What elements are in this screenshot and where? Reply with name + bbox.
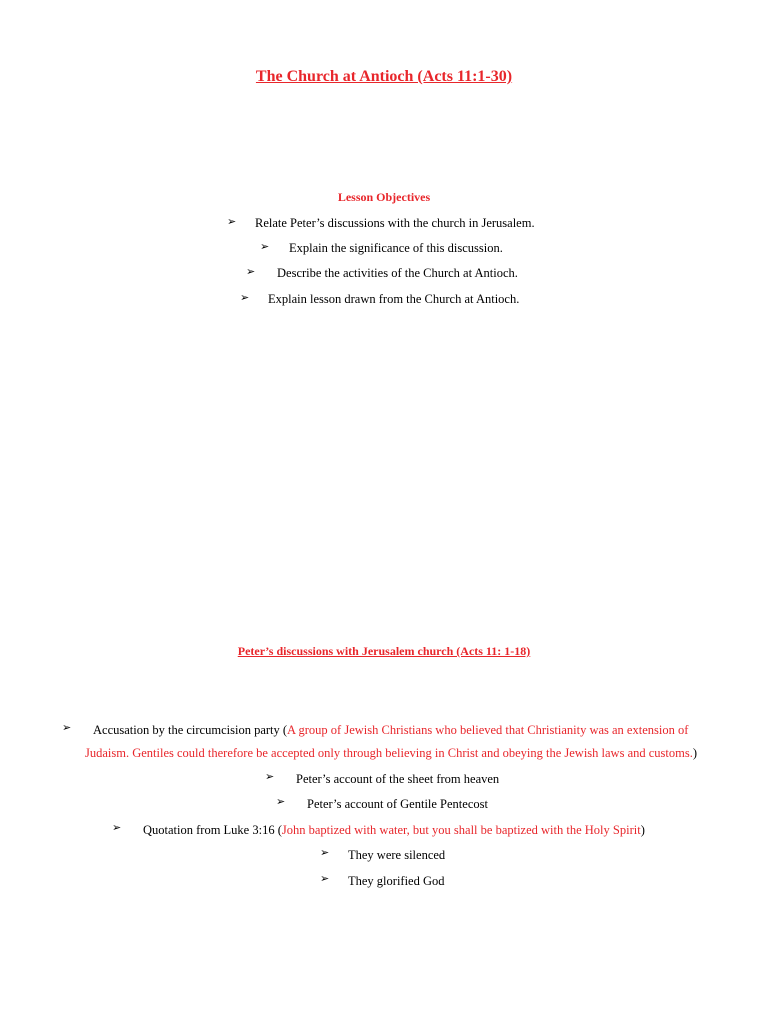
objective-item: Relate Peter’s discussions with the church in Jerusalem. — [255, 216, 535, 230]
quotation-prefix: Quotation from Luke 3:16 ( — [143, 823, 282, 837]
arrow-bullet-icon: ➢ — [276, 796, 286, 808]
objectives-heading: Lesson Objectives — [337, 190, 431, 204]
point-item: Peter’s account of the sheet from heaven — [296, 772, 500, 786]
quotation-line — [143, 822, 645, 838]
quotation-suffix: ) — [640, 823, 645, 837]
arrow-bullet-icon: ➢ — [320, 847, 330, 859]
accusation-explanation: A group of Jewish Christians who believed that Christianity was an extension of — [287, 723, 689, 737]
accusation-suffix: ) — [692, 746, 698, 760]
arrow-bullet-icon: ➢ — [227, 216, 237, 228]
arrow-bullet-icon: ➢ — [265, 771, 275, 783]
objective-item: Explain the significance of this discussion. — [289, 241, 503, 255]
page-title: The Church at Antioch (Acts 11:1-30) — [255, 68, 513, 85]
arrow-bullet-icon: ➢ — [112, 822, 122, 834]
arrow-bullet-icon: ➢ — [62, 722, 72, 734]
arrow-bullet-icon: ➢ — [260, 241, 270, 253]
arrow-bullet-icon: ➢ — [240, 292, 250, 304]
arrow-bullet-icon: ➢ — [320, 873, 330, 885]
accusation-line-continued — [85, 745, 697, 761]
arrow-bullet-icon: ➢ — [246, 266, 256, 278]
accusation-line — [93, 722, 688, 738]
point-item: Peter’s account of Gentile Pentecost — [307, 797, 488, 811]
quotation-text: John baptized with water, but you shall be baptized with the Holy Spirit — [281, 823, 641, 837]
discussion-heading: Peter’s discussions with Jerusalem church (Acts 11: 1-18) — [237, 644, 531, 658]
point-item: They glorified God — [348, 874, 445, 888]
accusation-prefix: Accusation by the circumcision party ( — [93, 723, 288, 737]
accusation-explanation-continued: Judaism. Gentiles could therefore be accepted only through believing in Christ and obeying the Jewish laws and customs. — [85, 746, 693, 760]
objective-item: Explain lesson drawn from the Church at Antioch. — [268, 292, 520, 306]
point-item: They were silenced — [348, 848, 446, 862]
objective-item: Describe the activities of the Church at Antioch. — [277, 266, 518, 280]
